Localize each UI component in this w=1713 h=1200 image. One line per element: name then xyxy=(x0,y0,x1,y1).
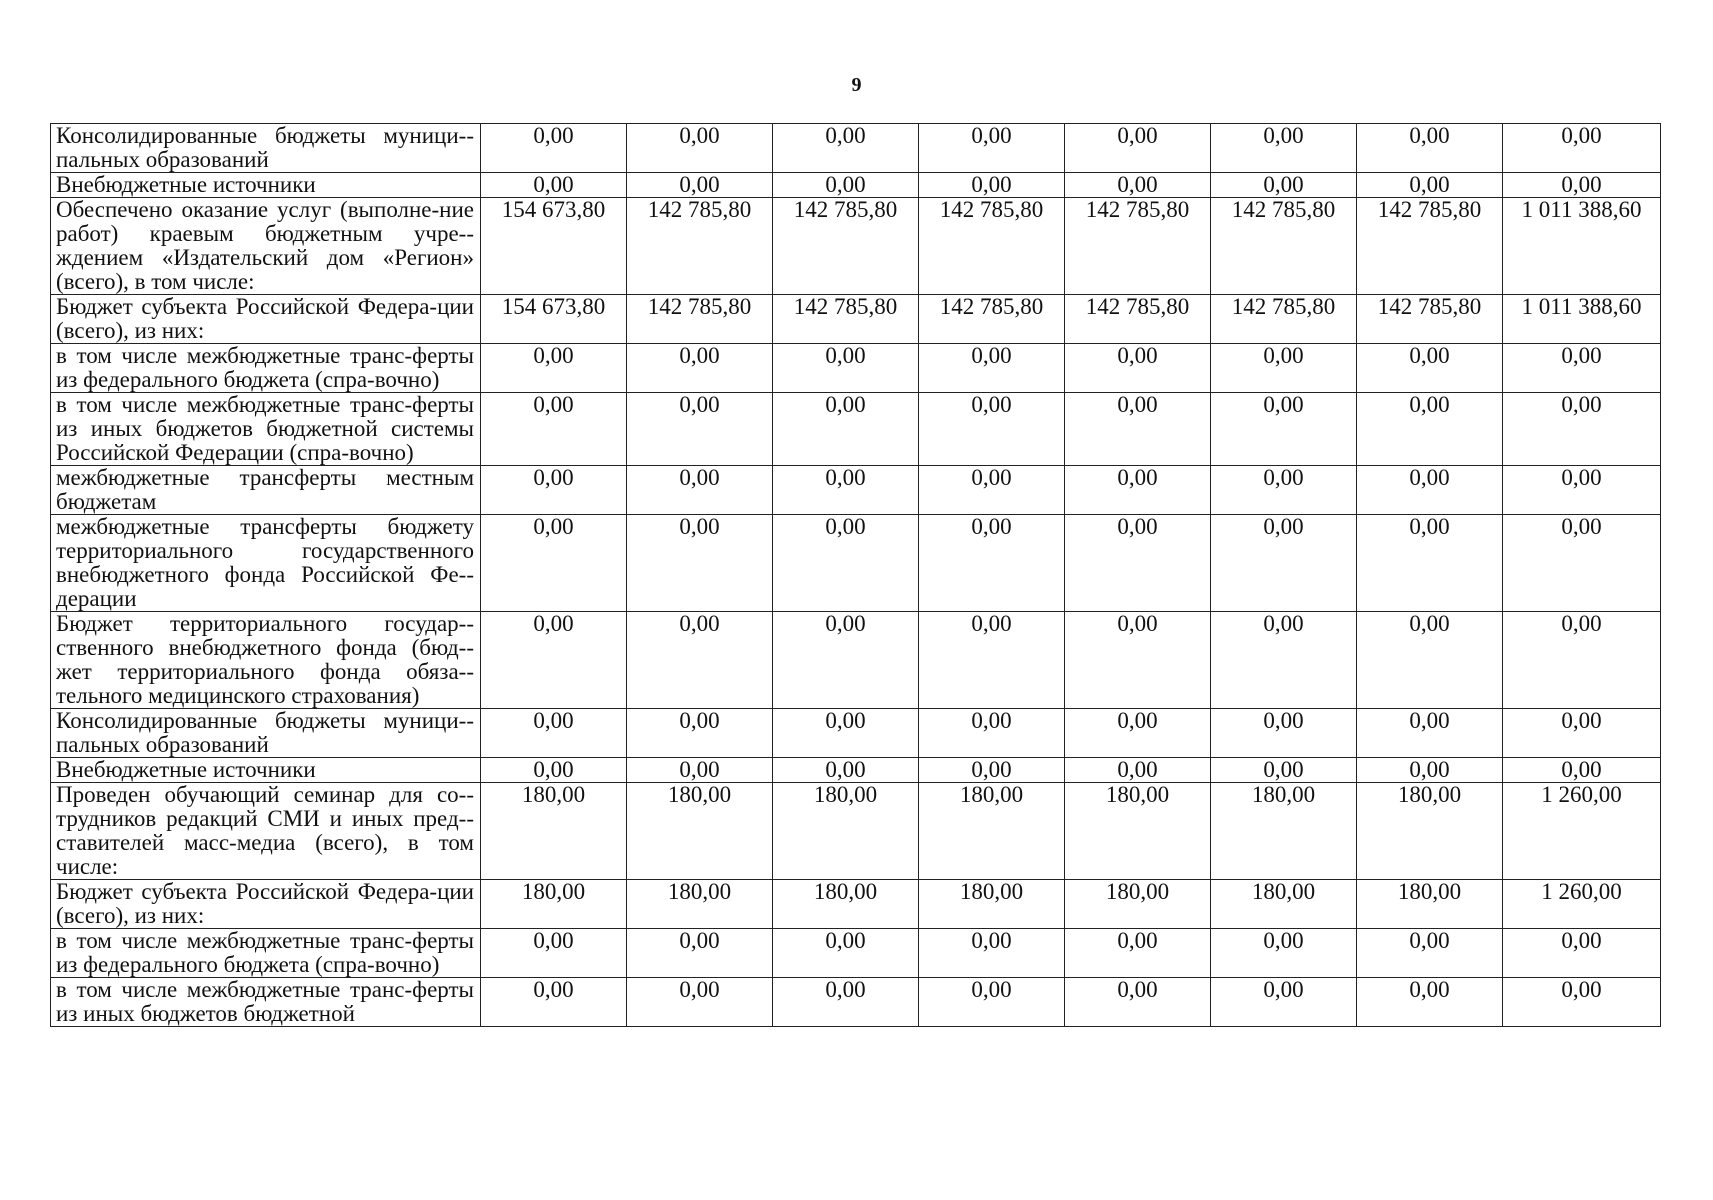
year-value-cell: 0,00 xyxy=(919,612,1065,709)
table-row xyxy=(51,612,1661,709)
year-value-cell: 0,00 xyxy=(773,344,919,393)
total-value-cell: 1 011 388,60 xyxy=(1503,198,1661,295)
row-label: Бюджет субъекта Российской Федера-ции (всего), из них: xyxy=(51,295,481,344)
year-value-cell: 0,00 xyxy=(1357,344,1503,393)
year-value-cell: 0,00 xyxy=(773,709,919,758)
row-label: Обеспечено оказание услуг (выполне-ние работ) краевым бюджетным учре-ждением «Издательский дом «Регион» (всего), в том числе: xyxy=(51,198,481,295)
row-label: Бюджет территориального государ-ственного внебюджетного фонда (бюд-жет территориального фонда обяза-тельного медицинского страхования) xyxy=(51,612,481,709)
year-value-cell: 180,00 xyxy=(627,783,773,880)
year-value-cell: 0,00 xyxy=(1211,124,1357,173)
year-value-cell: 0,00 xyxy=(773,929,919,978)
year-value-cell: 0,00 xyxy=(1211,344,1357,393)
year-value-cell: 142 785,80 xyxy=(919,198,1065,295)
table-body xyxy=(51,124,1661,1027)
table-row xyxy=(51,709,1661,758)
table-row xyxy=(51,515,1661,612)
table-row xyxy=(51,393,1661,466)
year-value-cell: 0,00 xyxy=(1211,758,1357,783)
row-label: в том числе межбюджетные транс-ферты из федерального бюджета (спра-вочно) xyxy=(51,344,481,393)
year-value-cell: 180,00 xyxy=(919,880,1065,929)
table-row xyxy=(51,929,1661,978)
row-label: в том числе межбюджетные транс-ферты из иных бюджетов бюджетной системы Российской Федерации (спра-вочно) xyxy=(51,393,481,466)
year-value-cell: 0,00 xyxy=(481,758,627,783)
total-value-cell: 0,00 xyxy=(1503,173,1661,198)
row-label: в том числе межбюджетные транс-ферты из федерального бюджета (спра-вочно) xyxy=(51,929,481,978)
year-value-cell: 154 673,80 xyxy=(481,295,627,344)
year-value-cell: 0,00 xyxy=(627,612,773,709)
year-value-cell: 0,00 xyxy=(773,612,919,709)
year-value-cell: 0,00 xyxy=(1065,758,1211,783)
row-label: Консолидированные бюджеты муници-пальных образований xyxy=(51,709,481,758)
year-value-cell: 0,00 xyxy=(773,466,919,515)
total-value-cell: 0,00 xyxy=(1503,344,1661,393)
row-label: в том числе межбюджетные транс-ферты из иных бюджетов бюджетной xyxy=(51,978,481,1027)
year-value-cell: 0,00 xyxy=(919,978,1065,1027)
year-value-cell: 180,00 xyxy=(1357,783,1503,880)
year-value-cell: 142 785,80 xyxy=(1065,198,1211,295)
year-value-cell: 0,00 xyxy=(481,173,627,198)
year-value-cell: 0,00 xyxy=(1065,515,1211,612)
year-value-cell: 0,00 xyxy=(627,929,773,978)
year-value-cell: 0,00 xyxy=(627,466,773,515)
year-value-cell: 0,00 xyxy=(1065,929,1211,978)
year-value-cell: 0,00 xyxy=(1357,173,1503,198)
table-row xyxy=(51,466,1661,515)
total-value-cell: 0,00 xyxy=(1503,393,1661,466)
year-value-cell: 142 785,80 xyxy=(627,295,773,344)
year-value-cell: 180,00 xyxy=(1065,783,1211,880)
year-value-cell: 180,00 xyxy=(1065,880,1211,929)
year-value-cell: 142 785,80 xyxy=(773,295,919,344)
row-label: Внебюджетные источники xyxy=(51,758,481,783)
total-value-cell: 1 011 388,60 xyxy=(1503,295,1661,344)
year-value-cell: 0,00 xyxy=(1357,929,1503,978)
year-value-cell: 0,00 xyxy=(627,758,773,783)
year-value-cell: 180,00 xyxy=(481,880,627,929)
year-value-cell: 180,00 xyxy=(919,783,1065,880)
total-value-cell: 0,00 xyxy=(1503,612,1661,709)
row-label: межбюджетные трансферты бюджету территориального государственного внебюджетного фонда Российской Фе-дерации xyxy=(51,515,481,612)
year-value-cell: 0,00 xyxy=(1357,124,1503,173)
year-value-cell: 0,00 xyxy=(481,515,627,612)
table-row xyxy=(51,978,1661,1027)
year-value-cell: 0,00 xyxy=(919,344,1065,393)
year-value-cell: 180,00 xyxy=(627,880,773,929)
table-row xyxy=(51,124,1661,173)
year-value-cell: 0,00 xyxy=(1065,173,1211,198)
year-value-cell: 0,00 xyxy=(1211,466,1357,515)
year-value-cell: 0,00 xyxy=(773,978,919,1027)
row-label: Консолидированные бюджеты муници-пальных образований xyxy=(51,124,481,173)
table-row xyxy=(51,880,1661,929)
year-value-cell: 0,00 xyxy=(627,978,773,1027)
row-label: Бюджет субъекта Российской Федера-ции (всего), из них: xyxy=(51,880,481,929)
year-value-cell: 0,00 xyxy=(627,344,773,393)
total-value-cell: 0,00 xyxy=(1503,466,1661,515)
year-value-cell: 180,00 xyxy=(1211,783,1357,880)
year-value-cell: 0,00 xyxy=(1357,466,1503,515)
year-value-cell: 0,00 xyxy=(919,393,1065,466)
year-value-cell: 0,00 xyxy=(1065,124,1211,173)
year-value-cell: 0,00 xyxy=(1065,466,1211,515)
year-value-cell: 180,00 xyxy=(773,880,919,929)
year-value-cell: 0,00 xyxy=(481,978,627,1027)
year-value-cell: 0,00 xyxy=(627,393,773,466)
year-value-cell: 0,00 xyxy=(481,612,627,709)
year-value-cell: 0,00 xyxy=(627,173,773,198)
year-value-cell: 0,00 xyxy=(1357,978,1503,1027)
table-row xyxy=(51,783,1661,880)
budget-table xyxy=(50,123,1661,1027)
year-value-cell: 0,00 xyxy=(1357,758,1503,783)
year-value-cell: 142 785,80 xyxy=(1211,198,1357,295)
year-value-cell: 0,00 xyxy=(1065,393,1211,466)
table-row xyxy=(51,758,1661,783)
year-value-cell: 180,00 xyxy=(481,783,627,880)
year-value-cell: 0,00 xyxy=(1065,709,1211,758)
year-value-cell: 142 785,80 xyxy=(1357,295,1503,344)
year-value-cell: 0,00 xyxy=(919,515,1065,612)
year-value-cell: 0,00 xyxy=(481,466,627,515)
year-value-cell: 0,00 xyxy=(1357,515,1503,612)
row-label: Проведен обучающий семинар для со-трудников редакций СМИ и иных пред-ставителей масс-медиа (всего), в том числе: xyxy=(51,783,481,880)
year-value-cell: 0,00 xyxy=(773,393,919,466)
year-value-cell: 0,00 xyxy=(1065,344,1211,393)
year-value-cell: 0,00 xyxy=(1211,393,1357,466)
year-value-cell: 0,00 xyxy=(1065,978,1211,1027)
year-value-cell: 0,00 xyxy=(1357,393,1503,466)
year-value-cell: 142 785,80 xyxy=(919,295,1065,344)
year-value-cell: 0,00 xyxy=(481,709,627,758)
year-value-cell: 0,00 xyxy=(773,124,919,173)
total-value-cell: 0,00 xyxy=(1503,124,1661,173)
year-value-cell: 0,00 xyxy=(919,173,1065,198)
year-value-cell: 180,00 xyxy=(1211,880,1357,929)
year-value-cell: 154 673,80 xyxy=(481,198,627,295)
year-value-cell: 0,00 xyxy=(1211,612,1357,709)
year-value-cell: 0,00 xyxy=(627,515,773,612)
total-value-cell: 0,00 xyxy=(1503,758,1661,783)
year-value-cell: 0,00 xyxy=(1357,612,1503,709)
table-row xyxy=(51,344,1661,393)
table-row xyxy=(51,295,1661,344)
year-value-cell: 0,00 xyxy=(481,344,627,393)
table-row xyxy=(51,198,1661,295)
year-value-cell: 0,00 xyxy=(1211,709,1357,758)
page-number: 9 xyxy=(851,74,862,96)
year-value-cell: 0,00 xyxy=(773,173,919,198)
year-value-cell: 0,00 xyxy=(481,929,627,978)
total-value-cell: 0,00 xyxy=(1503,929,1661,978)
year-value-cell: 0,00 xyxy=(627,124,773,173)
total-value-cell: 0,00 xyxy=(1503,709,1661,758)
year-value-cell: 0,00 xyxy=(919,709,1065,758)
year-value-cell: 0,00 xyxy=(1211,515,1357,612)
year-value-cell: 142 785,80 xyxy=(627,198,773,295)
year-value-cell: 0,00 xyxy=(919,466,1065,515)
year-value-cell: 0,00 xyxy=(627,709,773,758)
year-value-cell: 0,00 xyxy=(1211,978,1357,1027)
year-value-cell: 142 785,80 xyxy=(1357,198,1503,295)
year-value-cell: 0,00 xyxy=(1065,612,1211,709)
year-value-cell: 0,00 xyxy=(919,124,1065,173)
year-value-cell: 0,00 xyxy=(1211,929,1357,978)
total-value-cell: 0,00 xyxy=(1503,978,1661,1027)
year-value-cell: 180,00 xyxy=(773,783,919,880)
total-value-cell: 1 260,00 xyxy=(1503,783,1661,880)
year-value-cell: 0,00 xyxy=(481,393,627,466)
row-label: межбюджетные трансферты местным бюджетам xyxy=(51,466,481,515)
year-value-cell: 142 785,80 xyxy=(1065,295,1211,344)
year-value-cell: 0,00 xyxy=(1357,709,1503,758)
table-row xyxy=(51,173,1661,198)
total-value-cell: 1 260,00 xyxy=(1503,880,1661,929)
year-value-cell: 0,00 xyxy=(773,515,919,612)
year-value-cell: 180,00 xyxy=(1357,880,1503,929)
total-value-cell: 0,00 xyxy=(1503,515,1661,612)
year-value-cell: 0,00 xyxy=(481,124,627,173)
year-value-cell: 0,00 xyxy=(919,929,1065,978)
year-value-cell: 0,00 xyxy=(773,758,919,783)
year-value-cell: 0,00 xyxy=(919,758,1065,783)
year-value-cell: 142 785,80 xyxy=(773,198,919,295)
year-value-cell: 0,00 xyxy=(1211,173,1357,198)
year-value-cell: 142 785,80 xyxy=(1211,295,1357,344)
row-label: Внебюджетные источники xyxy=(51,173,481,198)
